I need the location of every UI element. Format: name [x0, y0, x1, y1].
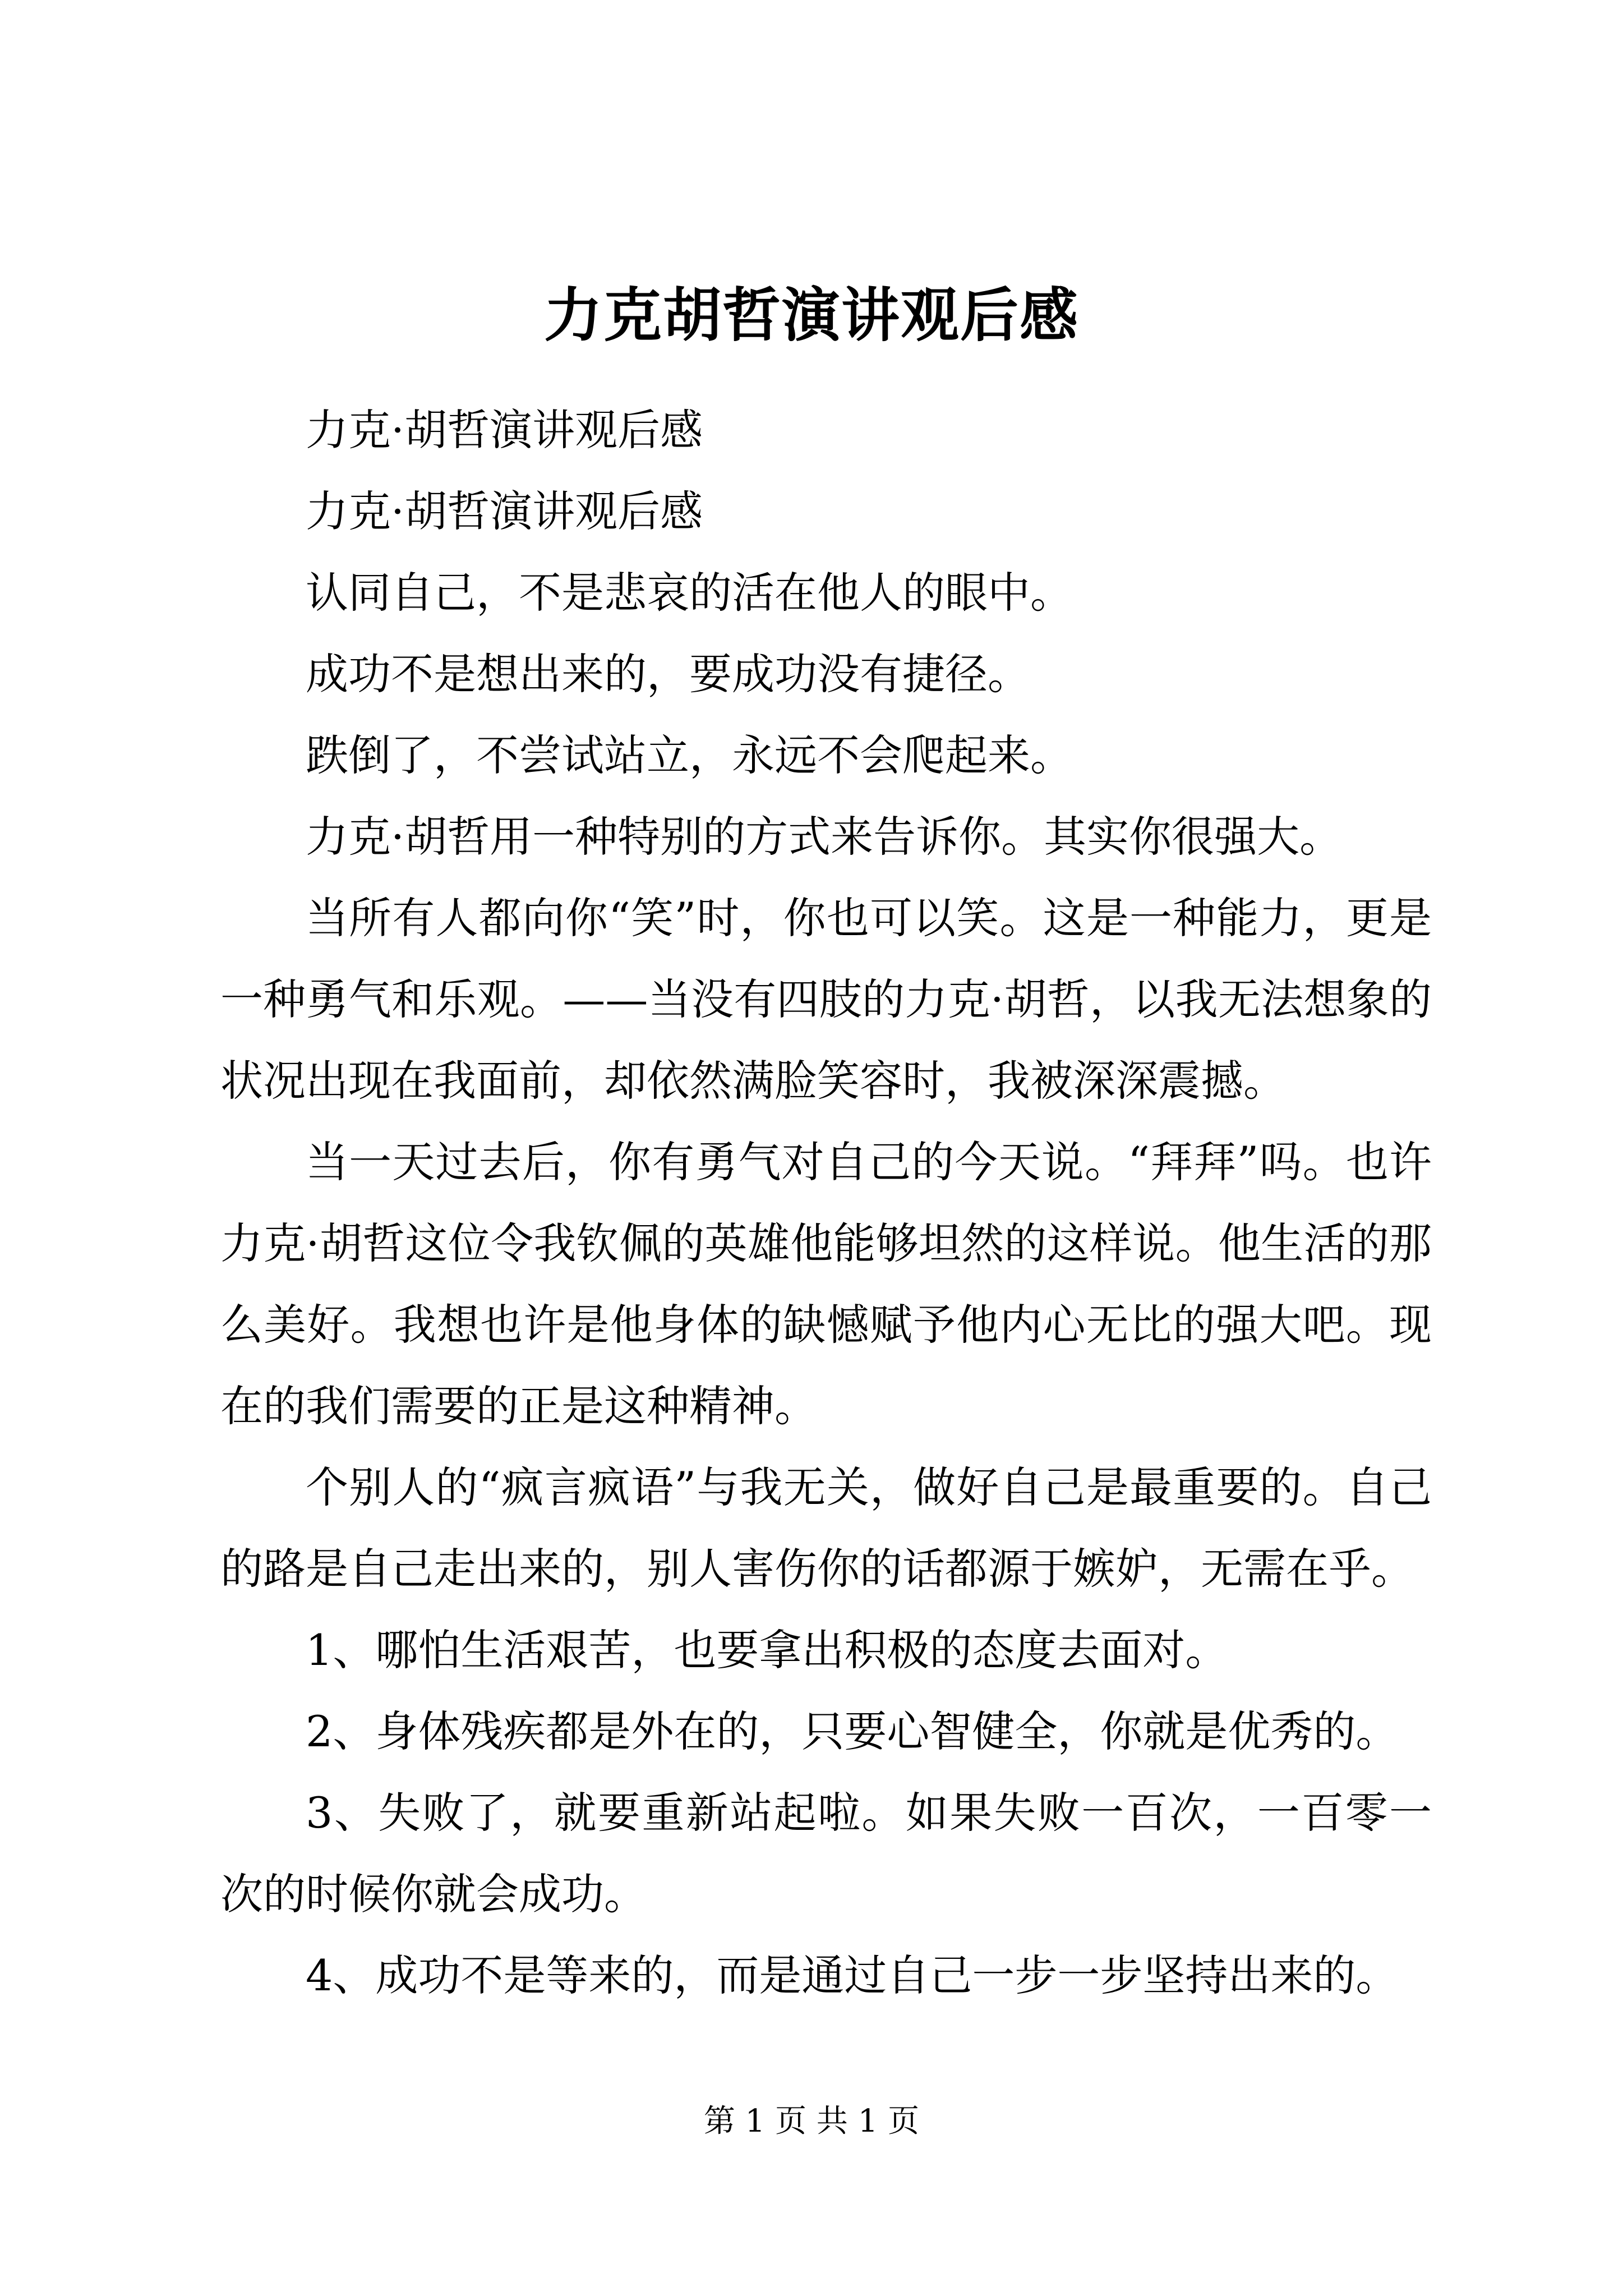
paragraph: 当所有人都向你“笑”时，你也可以笑。这是一种能力，更是一种勇气和乐观。——当没有四肢的力克·胡哲，以我无法想象的状况出现在我面前，却依然满脸笑容时，我被深深震撼。 — [220, 893, 1432, 1106]
paragraph: 认同自己，不是悲哀的活在他人的眼中。 — [306, 568, 1073, 618]
page-footer: 第 1 页 共 1 页 — [703, 2103, 920, 2139]
paragraph: 力克·胡哲演讲观后感 — [306, 405, 703, 455]
list-item: 2、身体残疾都是外在的，只要心智健全，你就是优秀的。 — [306, 1706, 1399, 1756]
paragraph: 力克·胡哲演讲观后感 — [306, 486, 703, 536]
paragraph: 跌倒了，不尝试站立，永远不会爬起来。 — [306, 730, 1073, 780]
paragraph: 成功不是想出来的，要成功没有捷径。 — [306, 649, 1030, 699]
document-body — [220, 389, 1432, 2016]
paragraph: 个别人的“疯言疯语”与我无关，做好自己是最重要的。自己的路是自己走出来的，别人害伤你的话都源于嫉妒，无需在乎。 — [220, 1462, 1432, 1594]
list-item: 1、哪怕生活艰苦，也要拿出积极的态度去面对。 — [306, 1625, 1228, 1675]
paragraph: 当一天过去后，你有勇气对自己的今天说。“拜拜”吗。也许力克·胡哲这位令我钦佩的英雄他能够坦然的这样说。他生活的那么美好。我想也许是他身体的缺憾赋予他内心无比的强大吧。现在的我们需要的正是这种精神。 — [220, 1137, 1432, 1431]
list-item: 3、失败了，就要重新站起啦。如果失败一百次，一百零一次的时候你就会成功。 — [220, 1788, 1432, 1919]
document-title: 力克胡哲演讲观后感 — [543, 280, 1079, 349]
paragraph: 力克·胡哲用一种特别的方式来告诉你。其实你很强大。 — [306, 812, 1343, 862]
list-item: 4、成功不是等来的，而是通过自己一步一步坚持出来的。 — [306, 1950, 1399, 2000]
